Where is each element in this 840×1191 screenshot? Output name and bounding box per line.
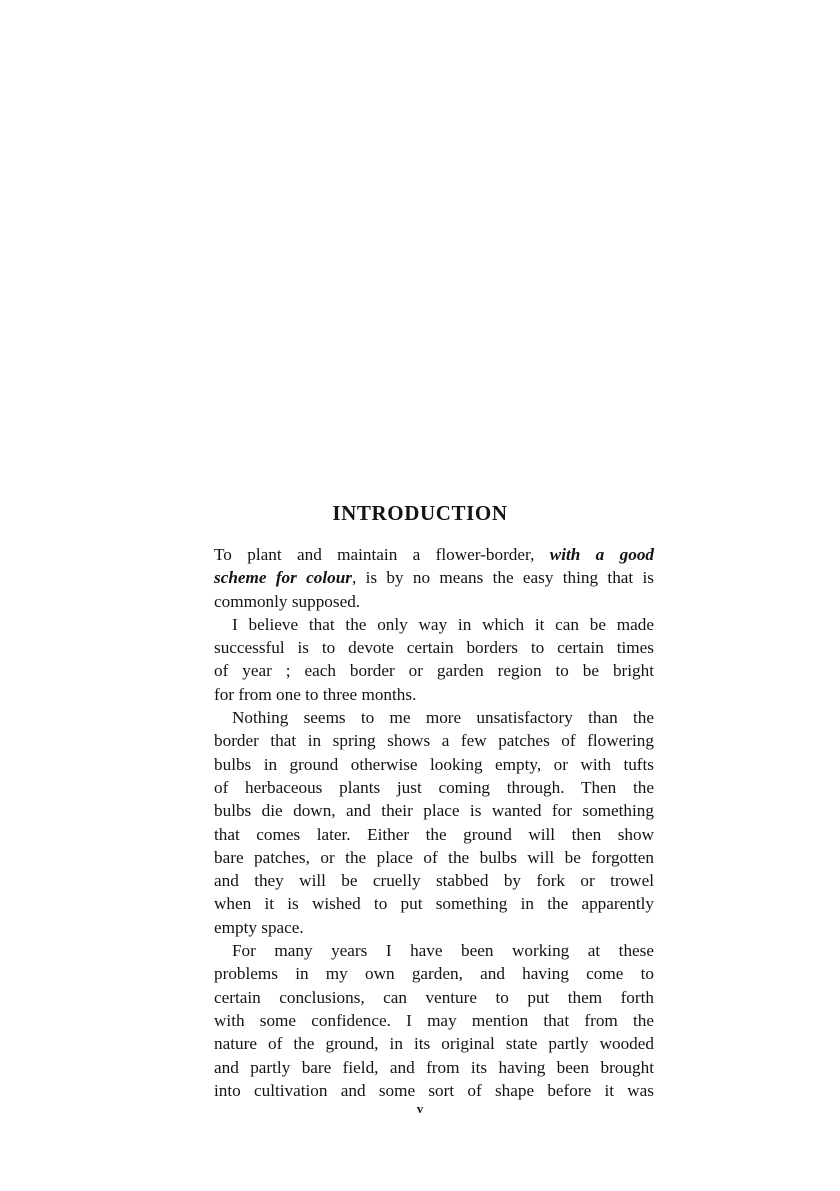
text-line-3: commonly supposed. (214, 591, 361, 611)
text-line-5: successful is to devote certain borders to certain times (214, 638, 654, 658)
text-line-10: bulbs in ground otherwise looking empty, or with tufts (214, 754, 654, 774)
text-line-16: when it is wished to put something in the apparently (214, 894, 654, 914)
text-line-23: and partly bare field, and from its having been brought (214, 1057, 654, 1077)
text-line-19: problems in my own garden, and having come to (214, 964, 654, 984)
text-line-22: nature of the ground, in its original state partly wooded (214, 1034, 654, 1054)
text-line-13: that comes later. Either the ground will then show (214, 824, 654, 844)
text-line-15: and they will be cruelly stabbed by fork or trowel (214, 871, 654, 891)
text-line-7: for from one to three months. (214, 684, 417, 704)
text-line-8: Nothing seems to me more unsatisfactory than the (232, 708, 654, 728)
chapter-heading: INTRODUCTION (332, 501, 508, 525)
italic-phrase: scheme for colour (214, 568, 352, 588)
text-line-18: For many years I have been working at these (232, 941, 654, 961)
text-line-4: I believe that the only way in which it can be made (232, 614, 654, 634)
text-line-14: bare patches, or the place of the bulbs will be forgotten (214, 847, 654, 867)
body-text (214, 543, 654, 1102)
text-line-11: of herbaceous plants just coming through. Then the (214, 777, 654, 797)
text-line-12: bulbs die down, and their place is wanted for something (214, 801, 654, 821)
text-line-21: with some confidence. I may mention that from the (214, 1010, 654, 1030)
text-line-6: of year ; each border or garden region to be bright (214, 661, 654, 681)
text-line-1: To plant and maintain a flower-border, with a good (214, 545, 655, 564)
text-line-24: into cultivation and some sort of shape before it was (214, 1080, 654, 1100)
text-line-9: border that in spring shows a few patches of flowering (214, 731, 654, 751)
text-line-20: certain conclusions, can venture to put them forth (214, 987, 654, 1007)
text-line-2: scheme for colour, is by no means the easy thing that is (214, 568, 654, 588)
page-number: v (416, 1101, 424, 1116)
text-line-17: empty space. (214, 917, 304, 937)
italic-phrase: with a good (549, 545, 655, 564)
